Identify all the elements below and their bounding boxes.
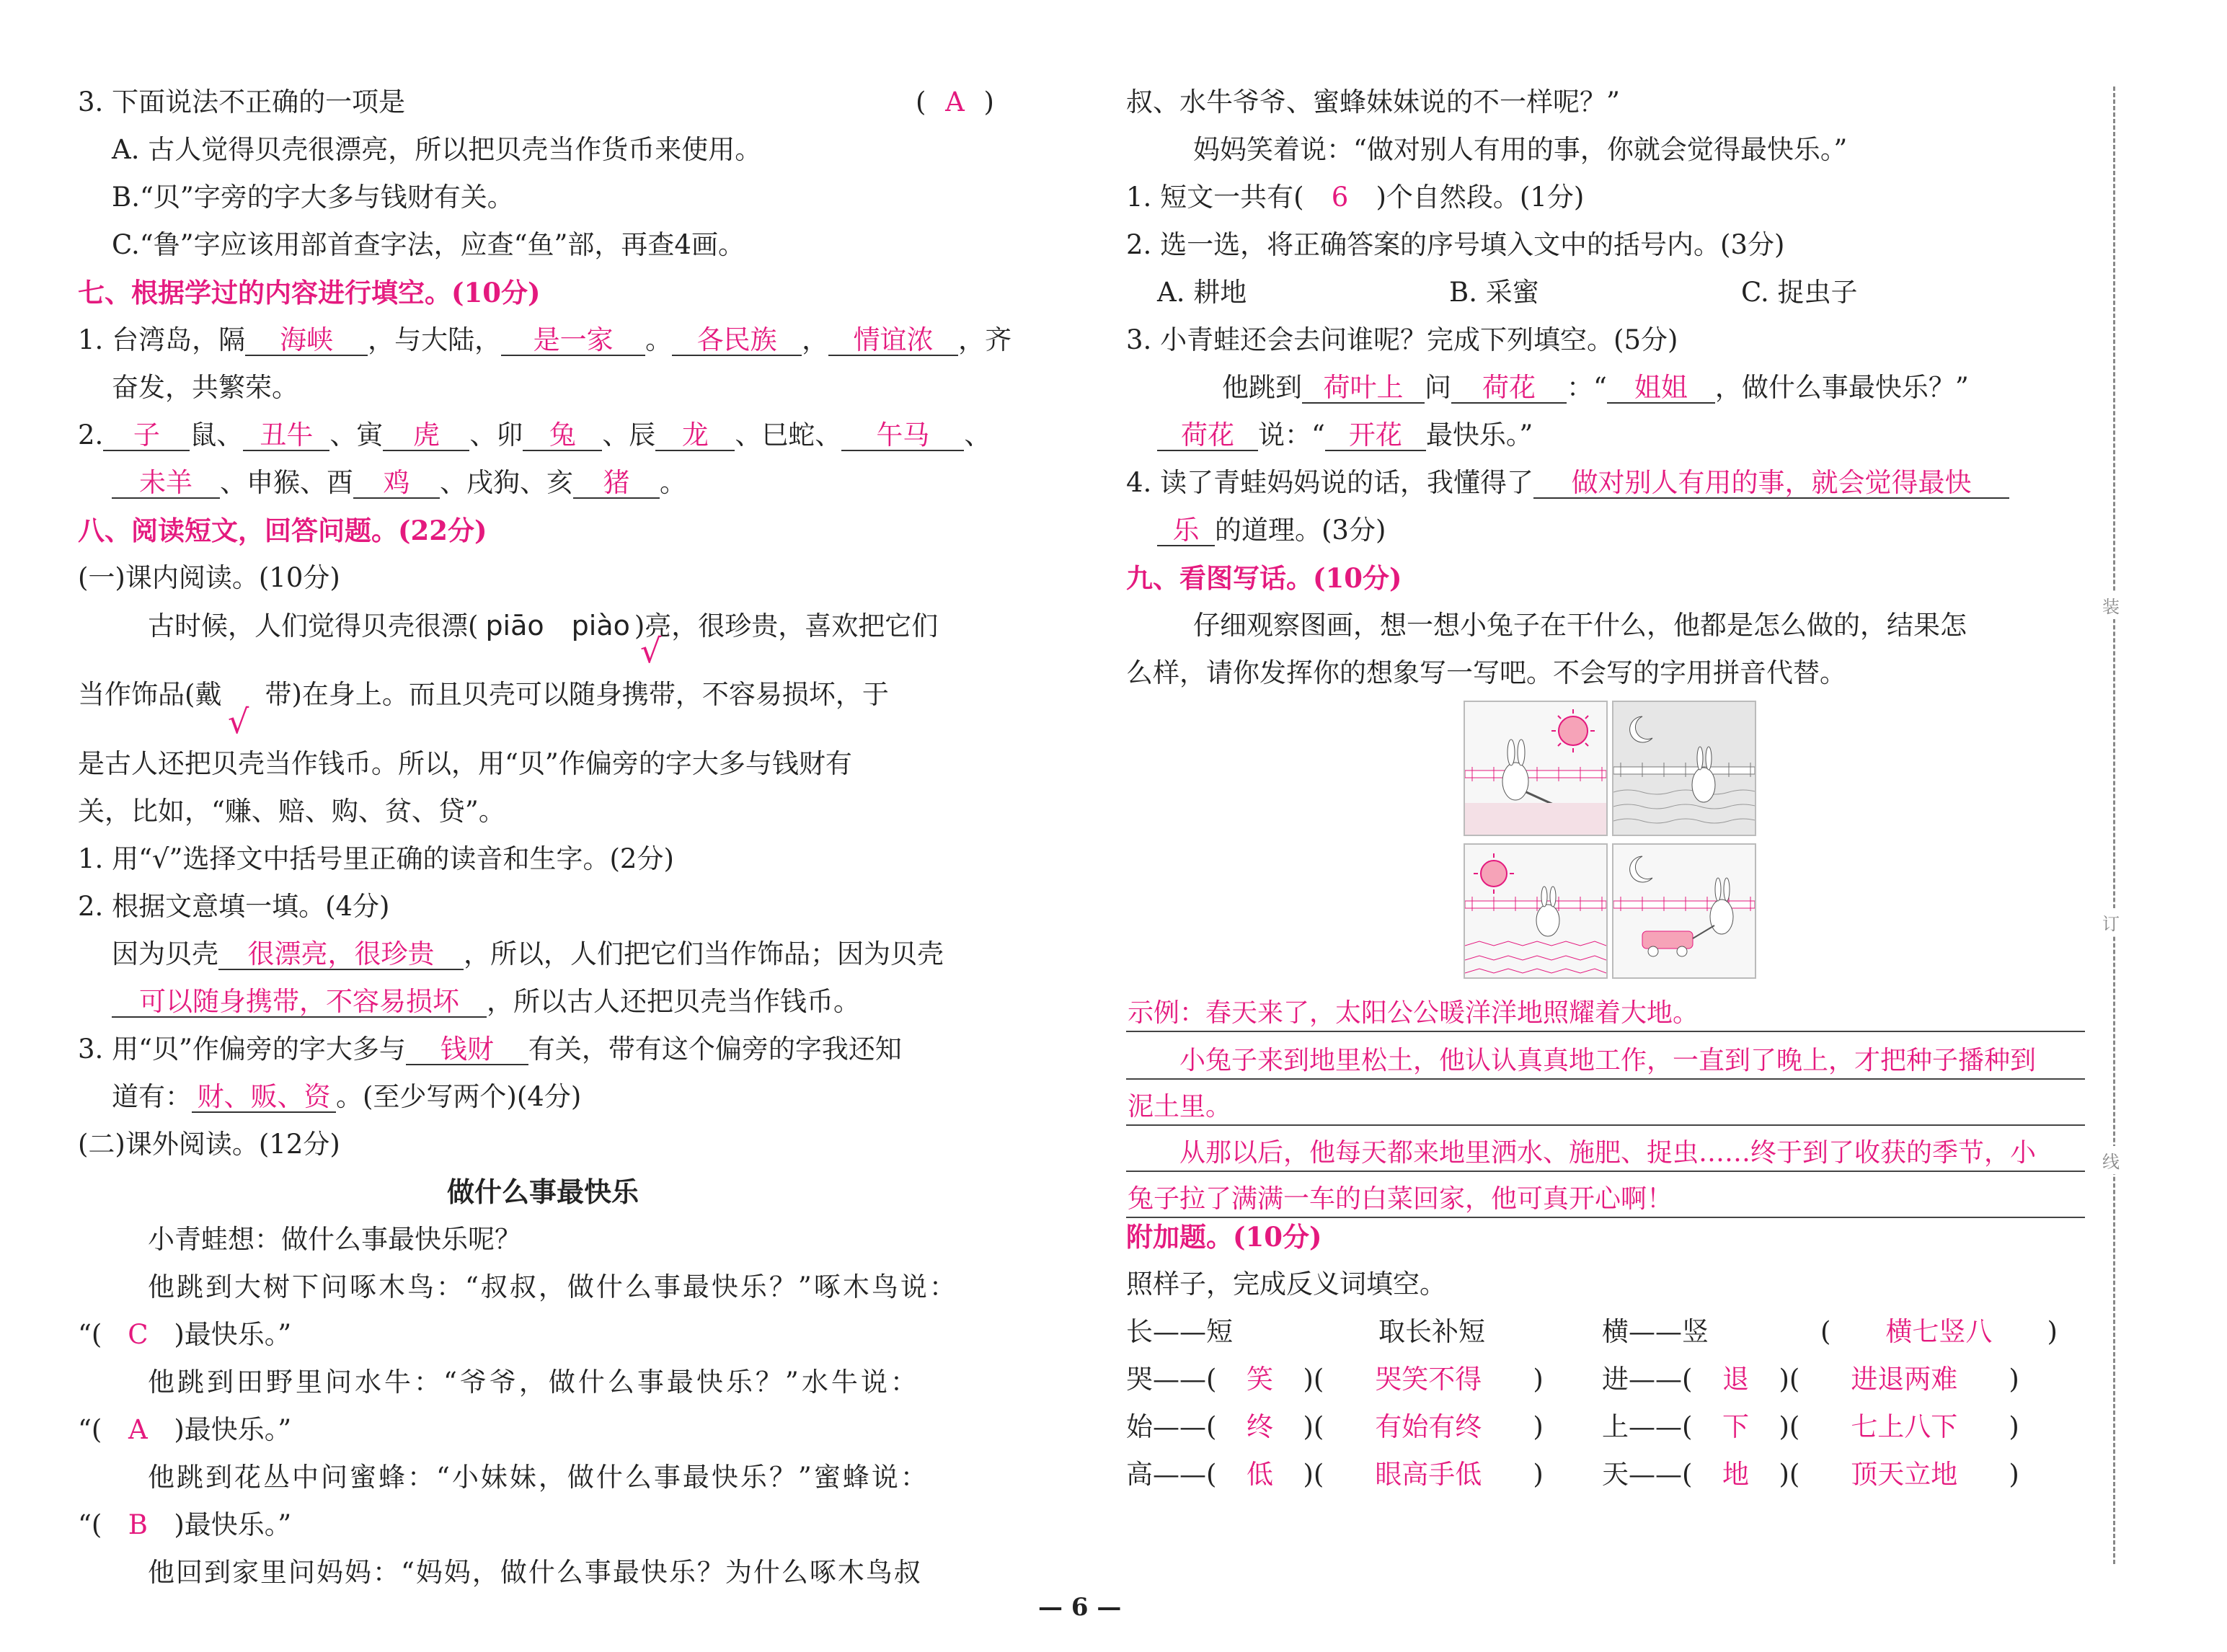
answer-blank: 鸡	[353, 468, 440, 499]
binding-mark: 订	[2102, 908, 2120, 936]
part-1-question-2: 2. 根据文意填一填。(4分)	[78, 891, 390, 922]
question-3-line-2: 道有： 财、贩、资 。(至少写两个)(4分)	[112, 1081, 582, 1112]
passage-line-2: 当作饰品(戴 带)在身上。而且贝壳可以随身携带，不容易损坏，于	[78, 679, 889, 710]
antonym-row-3b: 天——( 地 )( 顶天立地 )	[1602, 1459, 2019, 1490]
picture-story	[1464, 701, 1759, 979]
bonus-instruction: 照样子，完成反义词填空。	[1126, 1269, 1446, 1300]
answer-blank: 情谊浓	[828, 326, 958, 356]
section-7-line-3: 未羊 、申猴、酉 鸡 、戌狗、亥 猪 。	[112, 466, 686, 500]
writing-rule	[1126, 1171, 2085, 1172]
answer-blank: 是一家	[501, 326, 645, 356]
antonym-row-1: 哭——( 笑 )( 哭笑不得 )	[1126, 1364, 1544, 1395]
writing-line-2: 小兔子来到地里松土，他认认真真地工作，一直到了晚上，才把种子播种到	[1128, 1046, 2037, 1075]
answer-blank: 未羊	[112, 468, 220, 499]
passage-line-3: 是古人还把贝壳当作钱币。所以，用“贝”作偏旁的字大多与钱财有	[78, 748, 852, 779]
right-question-1: 1. 短文一共有( 6 )个自然段。(1分)	[1126, 182, 1585, 213]
answer-blank: 丑牛	[243, 421, 329, 451]
writing-line-4: 从那以后，他每天都来地里洒水、施肥、捉虫……终于到了收获的季节，小	[1128, 1138, 2037, 1168]
answer-blank: 姐姐	[1607, 373, 1715, 404]
answer-blank: 钱财	[406, 1035, 528, 1065]
story-answer-2: “( A )最快乐。”	[78, 1414, 292, 1445]
bonus-title: 附加题。(10分)	[1126, 1221, 1322, 1253]
antonym-row-3: 高——( 低 )( 眼高手低 )	[1126, 1459, 1544, 1490]
option-c: C. 捉虫子	[1741, 277, 1858, 308]
question-3-answer-box: ( A )	[916, 85, 994, 120]
section-7-line-1b: 奋发，共繁荣。	[112, 372, 298, 403]
story-answer-3: “( B )最快乐。”	[78, 1509, 292, 1540]
answer-blank: 子	[103, 421, 190, 451]
right-question-2: 2. 选一选，将正确答案的序号填入文中的括号内。(3分)	[1126, 229, 1785, 260]
writing-line-1: 示例：春天来了，太阳公公暖洋洋地照耀着大地。	[1128, 998, 1699, 1028]
answer-blank: 很漂亮，很珍贵	[218, 940, 464, 970]
binding-dashed-line	[2113, 86, 2115, 1564]
writing-rule	[1126, 1031, 2085, 1032]
story-line-7: 妈妈笑着说：“做对别人有用的事，你就会觉得最快乐。”	[1193, 134, 1848, 165]
section-7-line-1: 1. 台湾岛，隔 海峡 ，与大陆， 是一家 。 各民族 ， 情谊浓 ，齐	[78, 324, 1012, 355]
panel-day-watering	[1464, 843, 1608, 979]
panel-harvest	[1612, 843, 1756, 979]
passage-line-1: 古时候，人们觉得贝壳很漂( piāo piào )亮，很珍贵，喜欢把它们	[148, 610, 939, 641]
option-c: C.“鲁”字应该用部首查字法，应查“鱼”部，再查4画。	[112, 229, 745, 260]
answer-blank: 荷花	[1157, 421, 1258, 451]
binding-mark: 装	[2102, 591, 2120, 619]
writing-rule	[1126, 1124, 2085, 1126]
panel-day-plowing	[1464, 701, 1608, 836]
question-2-line-1: 因为贝壳 很漂亮，很珍贵 ，所以，人们把它们当作饰品；因为贝壳	[112, 938, 944, 969]
answer-blank: 兔	[523, 421, 602, 451]
answer-blank: 财、贩、资	[192, 1083, 336, 1113]
answer-blank: 龙	[655, 421, 735, 451]
answer-blank: 乐	[1157, 516, 1215, 546]
writing-rule	[1126, 1078, 2085, 1080]
answer-blank: 各民族	[672, 326, 802, 356]
question-3-answer: A	[945, 86, 965, 117]
option-a: A. 古人觉得贝壳很漂亮，所以把贝壳当作货币来使用。	[112, 134, 762, 165]
example-idiom-1: 取长补短	[1378, 1316, 1485, 1347]
story-answer-1: “( C )最快乐。”	[78, 1319, 292, 1350]
part-1-question-3: 3. 用“贝”作偏旁的字大多与 钱财 有关，带有这个偏旁的字我还知	[78, 1034, 902, 1065]
question-3: 3. 下面说法不正确的一项是	[78, 86, 406, 117]
part-1-question-1: 1. 用“√”选择文中括号里正确的读音和生字。(2分)	[78, 843, 674, 874]
right-question-4: 4. 读了青蛙妈妈说的话，我懂得了 做对别人有用的事，就会觉得最快	[1126, 466, 2009, 500]
answer-blank: 海峡	[245, 326, 368, 356]
section-7-line-2: 2. 子 鼠、 丑牛 、寅 虎 、卯 兔 、辰 龙 、巳蛇、 午马 、	[78, 419, 991, 450]
option-b: B. 采蜜	[1449, 277, 1539, 308]
antonym-row-2b: 上——( 下 )( 七上八下 )	[1602, 1411, 2019, 1442]
part-1-title: (一)课内阅读。(10分)	[78, 562, 340, 593]
check-mark: √	[640, 631, 662, 670]
example-idiom-2: ( 横七竖八 )	[1820, 1316, 2058, 1347]
story-line-1: 小青蛙想：做什么事最快乐呢？	[148, 1224, 521, 1255]
writing-rule	[1126, 1217, 2085, 1218]
antonym-row-2: 始——( 终 )( 有始有终 )	[1126, 1411, 1544, 1442]
story-line-5: 他回到家里问妈妈：“妈妈，做什么事最快乐？为什么啄木鸟叔	[148, 1557, 922, 1588]
answer-blank: 猪	[573, 468, 660, 499]
question-2-line-2: 可以随身携带，不容易损坏 ，所以古人还把贝壳当作钱币。	[112, 985, 860, 1019]
answer-blank: 荷花	[1451, 373, 1567, 404]
panel-night-sowing	[1612, 701, 1756, 836]
example-pair-2: 横——竖	[1602, 1316, 1709, 1347]
story-title: 做什么事最快乐	[447, 1176, 639, 1208]
check-mark: √	[228, 702, 249, 741]
writing-line-3: 泥土里。	[1128, 1092, 1232, 1122]
part-2-title: (二)课外阅读。(12分)	[78, 1129, 340, 1160]
section-9-instruction-2: 么样，请你发挥你的想象写一写吧。不会写的字用拼音代替。	[1126, 657, 1846, 688]
binding-mark: 线	[2102, 1146, 2120, 1174]
answer-blank: 开花	[1325, 421, 1426, 451]
example-pair-1: 长——短	[1126, 1316, 1233, 1347]
story-line-4: 他跳到花丛中问蜜蜂：“小妹妹，做什么事最快乐？”蜜蜂说：	[148, 1462, 929, 1493]
writing-line-5: 兔子拉了满满一车的白菜回家，他可真开心啊！	[1128, 1184, 1673, 1214]
answer-blank: 可以随身携带，不容易损坏	[112, 987, 487, 1018]
story-line-3: 他跳到田野里问水牛：“爷爷，做什么事最快乐？”水牛说：	[148, 1367, 920, 1398]
answer-blank: 虎	[383, 421, 469, 451]
section-9-instruction-1: 仔细观察图画，想一想小兔子在干什么，他都是怎么做的，结果怎	[1193, 610, 1967, 641]
answer-blank: 做对别人有用的事，就会觉得最快	[1533, 468, 2009, 499]
page-number: — 6 —	[1038, 1593, 1122, 1622]
story-line-6: 叔、水牛爷爷、蜜蜂妹妹说的不一样呢？”	[1126, 86, 1620, 117]
section-8-title: 八、阅读短文，回答问题。(22分)	[78, 515, 487, 546]
answer-blank: 午马	[841, 421, 964, 451]
question-3-line-1: 他跳到 荷叶上 问 荷花 ：“ 姐姐 ，做什么事最快乐？”	[1222, 372, 1969, 403]
option-a: A. 耕地	[1157, 277, 1247, 308]
option-b: B.“贝”字旁的字大多与钱财有关。	[112, 182, 514, 213]
story-line-2: 他跳到大树下问啄木鸟：“叔叔，做什么事最快乐？”啄木鸟说：	[148, 1271, 958, 1302]
question-4-line-2: 乐 的道理。(3分)	[1157, 513, 1386, 548]
section-7-title: 七、根据学过的内容进行填空。(10分)	[78, 277, 541, 308]
question-3-line-2: 荷花 说：“ 开花 最快乐。”	[1157, 418, 1533, 453]
section-9-title: 九、看图写话。(10分)	[1126, 562, 1402, 594]
right-question-3: 3. 小青蛙还会去问谁呢？完成下列填空。(5分)	[1126, 324, 1678, 355]
antonym-row-1b: 进——( 退 )( 进退两难 )	[1602, 1364, 2019, 1395]
answer-blank: 荷叶上	[1302, 373, 1425, 404]
passage-line-4: 关，比如，“赚、赔、购、贫、贷”。	[78, 796, 505, 827]
